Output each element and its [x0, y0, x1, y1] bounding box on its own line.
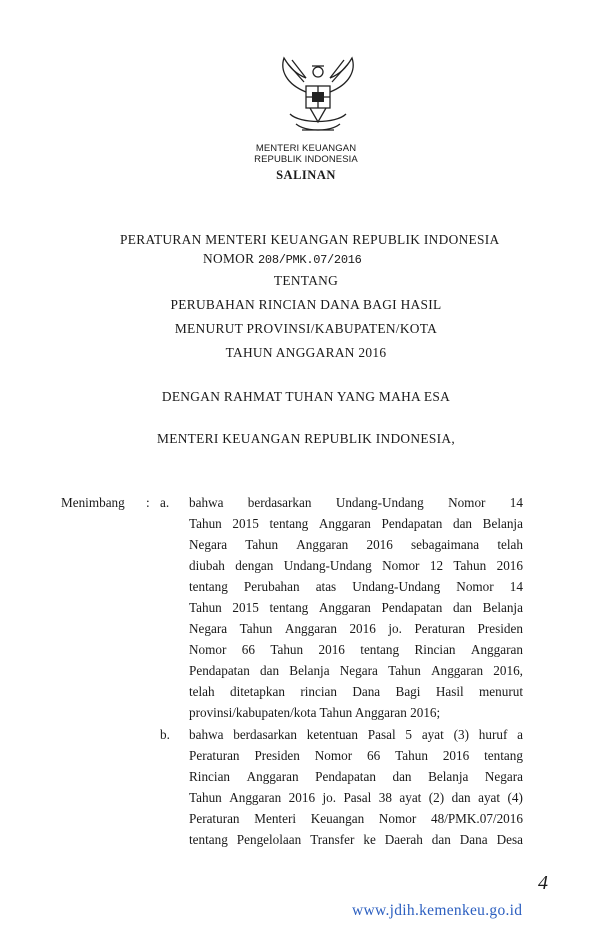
subject-line1: PERUBAHAN RINCIAN DANA BAGI HASIL [170, 297, 442, 312]
body-text-line: diubah dengan Undang-Undang Nomor 12 Tahun 2016 [189, 558, 523, 573]
body-text-line: Peraturan Presiden Nomor 66 Tahun 2016 tentang [189, 748, 523, 763]
regulation-number [203, 251, 362, 267]
body-text-line: Pendapatan dan Belanja Negara Tahun Anggaran 2016, [189, 663, 523, 678]
subject-line2: MENURUT PROVINSI/KABUPATEN/KOTA [174, 321, 438, 336]
nomor-value: 208/PMK.07/2016 [258, 253, 362, 267]
ministry-line1: MENTERI KEUANGAN [255, 143, 357, 154]
body-text-line: Rincian Anggaran Pendapatan dan Belanja Negara [189, 769, 523, 784]
body-text-line: tentang Pengelolaan Transfer ke Daerah dan Dana Desa [189, 832, 523, 847]
tentang-label: TENTANG [273, 273, 339, 288]
footer-url-link[interactable]: www.jdih.kemenkeu.go.id [352, 902, 523, 919]
body-text-line: Tahun Anggaran 2016 jo. Pasal 38 ayat (2) dan ayat (4) [189, 790, 523, 805]
page-mark: 4 [538, 872, 548, 894]
body-text-line: Peraturan Menteri Keuangan Nomor 48/PMK.07/2016 [189, 811, 523, 826]
section-colon: : [146, 495, 150, 510]
body-text-line: Nomor 66 Tahun 2016 tentang Rincian Anggaran [189, 642, 523, 657]
body-text-line: tentang Perubahan atas Undang-Undang Nomor 14 [189, 579, 523, 594]
body-text-line: Negara Tahun Anggaran 2016 sebagaimana telah [189, 537, 523, 552]
body-text-line: Negara Tahun Anggaran 2016 jo. Peraturan Presiden [189, 621, 523, 636]
invocation: DENGAN RAHMAT TUHAN YANG MAHA ESA [161, 389, 451, 404]
issuer: MENTERI KEUANGAN REPUBLIK INDONESIA, [157, 431, 455, 446]
body-text-line: bahwa berdasarkan ketentuan Pasal 5 ayat (3) huruf a [189, 727, 523, 742]
regulation-title: PERATURAN MENTERI KEUANGAN REPUBLIK INDONESIA [120, 232, 500, 247]
subject-line3: TAHUN ANGGARAN 2016 [225, 345, 387, 360]
garuda-emblem-icon [276, 52, 360, 138]
copy-label: SALINAN [276, 168, 336, 182]
section-label-menimbang: Menimbang [61, 495, 125, 510]
body-text-line: Tahun 2015 tentang Anggaran Pendapatan dan Belanja [189, 600, 523, 615]
item-marker-a: a. [160, 495, 170, 510]
item-marker-b: b. [160, 727, 170, 742]
body-text-line: Tahun 2015 tentang Anggaran Pendapatan dan Belanja [189, 516, 523, 531]
body-text-line: provinsi/kabupaten/kota Tahun Anggaran 2016; [189, 705, 441, 720]
body-text-line: telah ditetapkan rincian Dana Bagi Hasil menurut [189, 684, 523, 699]
body-text-line: bahwa berdasarkan Undang-Undang Nomor 14 [189, 495, 523, 510]
nomor-label: NOMOR [203, 251, 255, 266]
ministry-line2: REPUBLIK INDONESIA [254, 154, 358, 165]
